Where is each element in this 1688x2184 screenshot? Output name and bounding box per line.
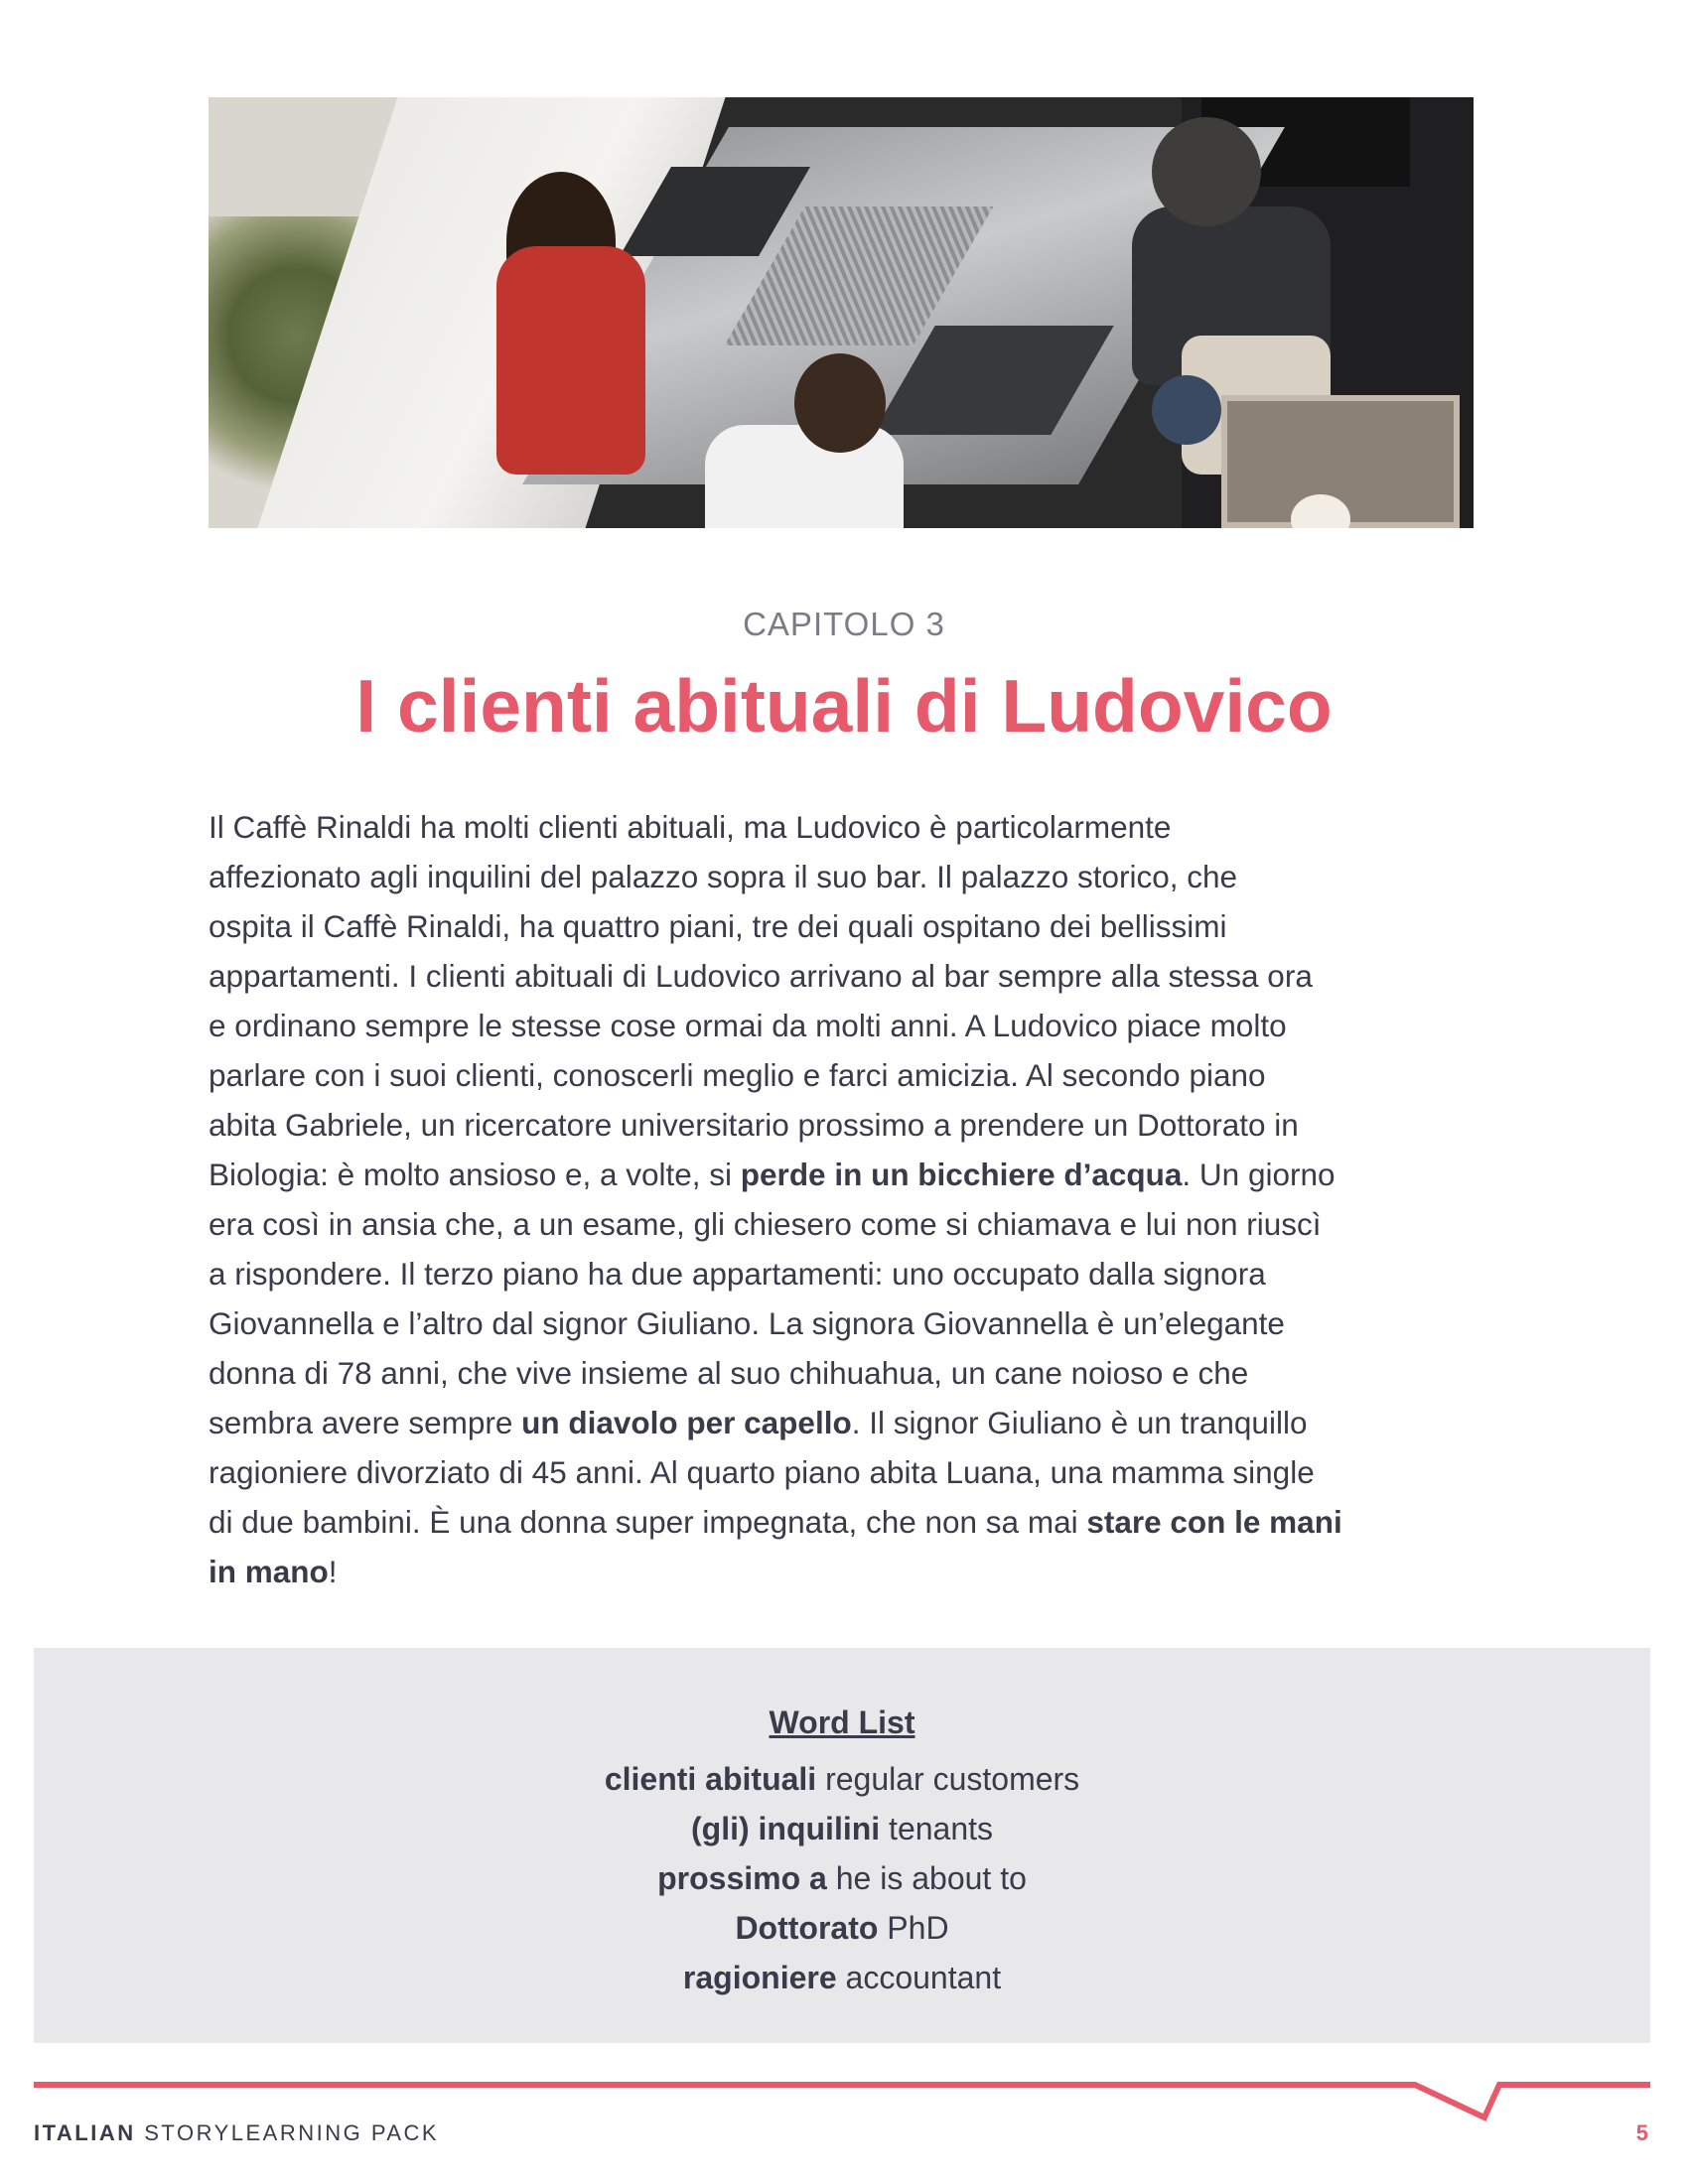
word-list-entry <box>34 1853 1650 1903</box>
word-meaning: accountant <box>836 1960 1002 1995</box>
story-text: a rispondere. Il terzo piano ha due appartamenti: uno occupato dalla signora <box>209 1256 1266 1292</box>
story-text: appartamenti. I clienti abituali di Ludovico arrivano al bar sempre alla stessa ora <box>209 958 1313 994</box>
story-text: . Il signor Giuliano è un tranquillo <box>851 1405 1308 1440</box>
photo-customer <box>705 425 904 528</box>
hero-photo <box>209 97 1474 528</box>
story-text: Biologia: è molto ansioso e, a volte, si <box>209 1157 741 1192</box>
story-text: sembra avere sempre <box>209 1405 522 1440</box>
idiom-highlight: perde in un bicchiere d’acqua <box>740 1157 1183 1192</box>
word-list-entry <box>34 1804 1650 1853</box>
story-line <box>209 802 1489 852</box>
story-line <box>209 1249 1489 1298</box>
story-line <box>209 901 1489 951</box>
word-term: ragioniere <box>682 1960 837 1995</box>
story-line <box>209 1100 1489 1150</box>
photo-cup <box>1152 375 1221 445</box>
story-text: Giovannella e l’altro dal signor Giuliano. La signora Giovannella è un’elegante <box>209 1305 1285 1341</box>
page-number: 5 <box>1635 2120 1648 2145</box>
word-list-entries <box>34 1754 1650 2002</box>
story-text: di due bambini. È una donna super impegnata, che non sa mai <box>209 1504 1087 1540</box>
chapter-label: CAPITOLO 3 <box>743 606 945 642</box>
story-line <box>209 1001 1489 1050</box>
story-line <box>209 1547 1489 1596</box>
story-text: Il Caffè Rinaldi ha molti clienti abituali, ma Ludovico è particolarmente <box>209 809 1172 845</box>
idiom-highlight: in mano <box>209 1554 329 1589</box>
story-text: . Un giorno <box>1182 1157 1336 1192</box>
word-term: clienti abituali <box>604 1761 817 1797</box>
story-text: e ordinano sempre le stesse cose ormai da molti anni. A Ludovico piace molto <box>209 1008 1287 1043</box>
word-meaning: regular customers <box>816 1761 1080 1797</box>
word-term: (gli) inquilini <box>690 1811 881 1846</box>
story-line <box>209 1199 1489 1249</box>
word-list-entry <box>34 1953 1650 2002</box>
story-text: affezionato agli inquilini del palazzo sopra il suo bar. Il palazzo storico, che <box>209 859 1238 894</box>
word-list-box <box>34 1648 1650 2043</box>
story-line <box>209 951 1489 1001</box>
word-list-entry <box>34 1754 1650 1804</box>
word-meaning: tenants <box>880 1811 994 1846</box>
story-text: donna di 78 anni, che vive insieme al suo chihuahua, un cane noioso e che <box>209 1355 1249 1391</box>
idiom-highlight: stare con le mani <box>1086 1504 1342 1540</box>
photo-barista-head <box>1152 117 1261 226</box>
story-line <box>209 1348 1489 1398</box>
footer-brand-bold: ITALIAN <box>34 2120 136 2145</box>
word-list-heading: Word List <box>769 1705 915 1740</box>
story-text: abita Gabriele, un ricercatore universitario prossimo a prendere un Dottorato in <box>209 1107 1299 1143</box>
page-title: I clienti abituali di Ludovico <box>355 664 1333 748</box>
story-line <box>209 1150 1489 1199</box>
photo-customer-head <box>794 353 886 453</box>
word-meaning: he is about to <box>826 1860 1027 1896</box>
story-line <box>209 1497 1489 1547</box>
photo-woman <box>496 246 645 475</box>
story-text: era così in ansia che, a un esame, gli chiesero come si chiamava e lui non riuscì <box>209 1206 1322 1242</box>
story-paragraph <box>209 802 1489 1596</box>
story-text: ospita il Caffè Rinaldi, ha quattro piani, tre dei quali ospitano dei bellissimi <box>209 908 1227 944</box>
story-line <box>209 1447 1489 1497</box>
footer-brand <box>34 2120 439 2146</box>
idiom-highlight: un diavolo per capello <box>521 1405 852 1440</box>
story-line <box>209 1050 1489 1100</box>
story-line <box>209 852 1489 901</box>
word-term: prossimo a <box>657 1860 827 1896</box>
word-term: Dottorato <box>735 1910 879 1946</box>
story-text: ! <box>328 1554 338 1589</box>
story-text: ragioniere divorziato di 45 anni. Al quarto piano abita Luana, una mamma single <box>209 1454 1315 1490</box>
story-line <box>209 1398 1489 1447</box>
word-meaning: PhD <box>878 1910 949 1946</box>
footer-brand-rest: STORYLEARNING PACK <box>135 2120 440 2145</box>
word-list-entry <box>34 1903 1650 1953</box>
story-text: parlare con i suoi clienti, conoscerli meglio e farci amicizia. Al secondo piano <box>209 1057 1266 1093</box>
story-line <box>209 1298 1489 1348</box>
